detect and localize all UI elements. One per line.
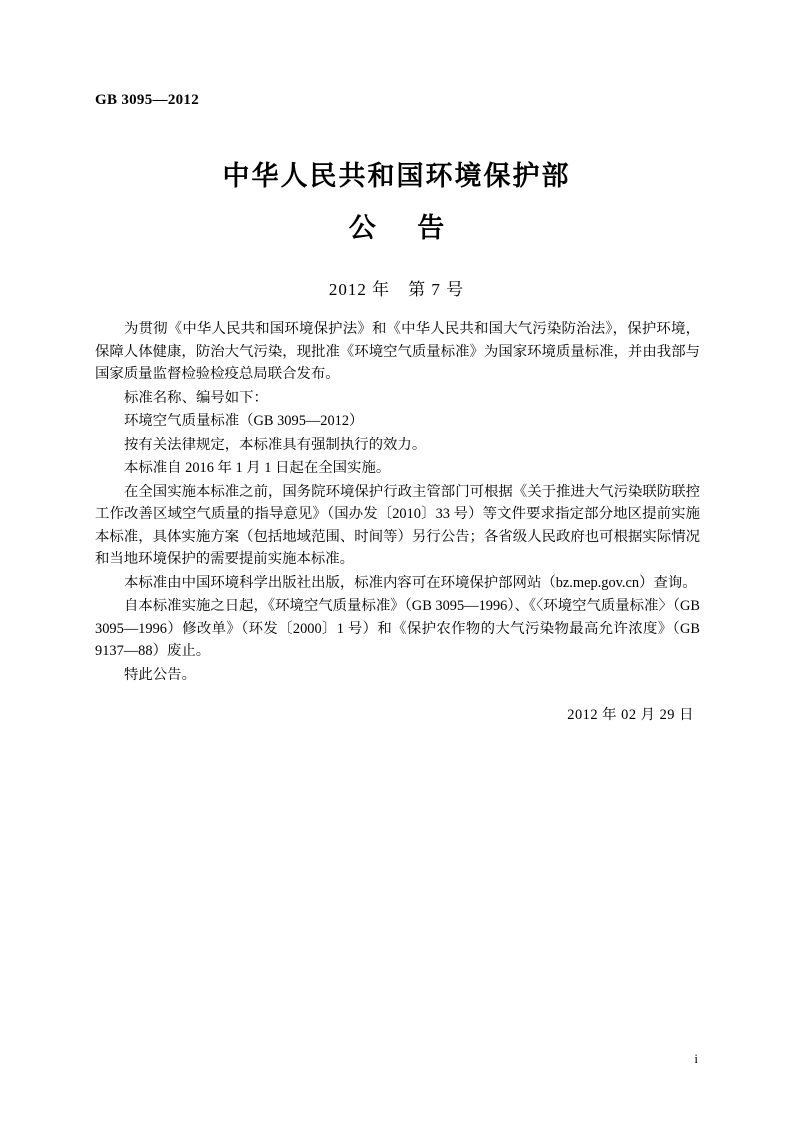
paragraph: 本标准自 2016 年 1 月 1 日起在全国实施。 — [124, 460, 391, 476]
issue-date: 2012 年 02 月 29 日 — [567, 707, 694, 723]
page-subtitle: 公 告 — [348, 212, 461, 244]
paragraph: 特此公告。 — [124, 666, 196, 683]
paragraph: 环境空气质量标准（GB 3095—2012） — [124, 413, 364, 429]
paragraph: 为贯彻《中华人民共和国环境保护法》和《中华人民共和国大气污染防治法》，保护环境，保障人体健康，防治大气污染，现批准《环境空气质量标准》为国家环境质量标准，并由我部与国家质量监督检验检疫总局联合发布。 — [95, 321, 700, 382]
page-title: 中华人民共和国环境保护部 — [222, 161, 571, 192]
paragraph: 本标准由中国环境科学出版社出版，标准内容可在环境保护部网站（bz.mep.gov.cn）查询。 — [124, 574, 697, 591]
page-number: i — [694, 1051, 698, 1066]
paragraph: 在全国实施本标准之前，国务院环境保护行政主管部门可根据《关于推进大气污染联防联控工作改善区域空气质量的指导意见》（国办发〔2010〕33 号）等文件要求指定部分地区提前实施本标准，具体实施方案（包括地域范围、时间等）另行公告；各省级人民政府也可根据实际情况和当地环境保护的需要提前实施本标准。 — [95, 483, 700, 567]
paragraph: 按有关法律规定，本标准具有强制执行的效力。 — [124, 436, 427, 453]
title-block — [95, 160, 698, 300]
body-text — [95, 318, 700, 726]
standard-code: GB 3095—2012 — [95, 92, 200, 108]
paragraph: 自本标准实施之日起，《环境空气质量标准》（GB 3095—1996）、《〈环境空气质量标准〉（GB 3095—1996）修改单》（环发〔2000〕1 号）和《保护农作物的大气污染物最高允许浓度》（GB 9137—88）废止。 — [95, 598, 701, 659]
issue-number: 2012 年 第 7 号 — [328, 279, 465, 299]
paragraph: 标准名称、编号如下： — [124, 389, 268, 406]
